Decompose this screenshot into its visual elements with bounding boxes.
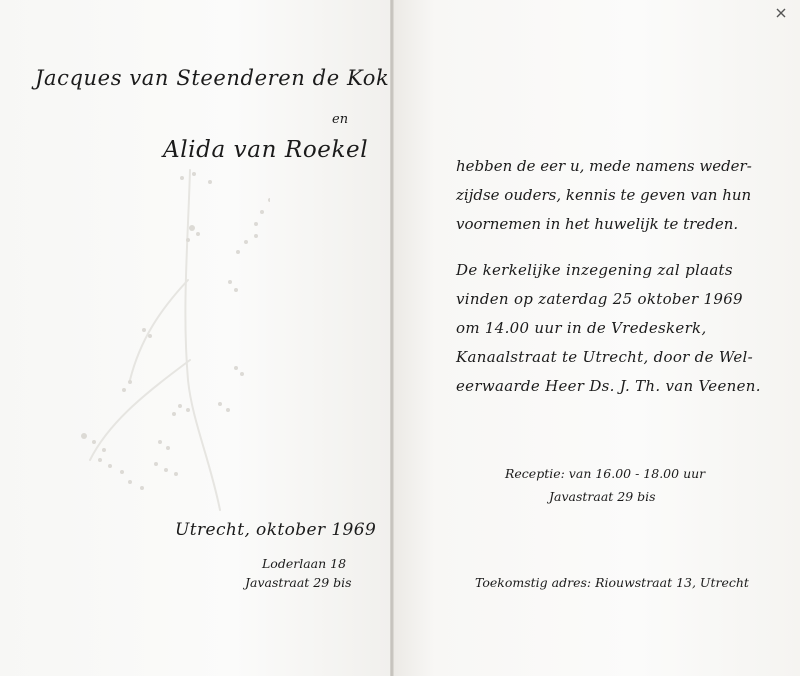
announcement-line: hebben de eer u, mede namens weder- (456, 157, 752, 175)
place-date: Utrecht, oktober 1969 (175, 520, 377, 540)
name-connector: en (332, 112, 349, 127)
bride-name: Alida van Roekel (163, 137, 369, 163)
sender-address-1: Loderlaan 18 (262, 556, 347, 571)
announcement-line: zijdse ouders, kennis te geven van hun (456, 186, 752, 204)
reception-address: Javastraat 29 bis (549, 489, 656, 504)
ceremony-line: om 14.00 uur in de Vredeskerk, (456, 319, 707, 337)
sender-address-2: Javastraat 29 bis (245, 575, 352, 590)
announcement-line: voornemen in het huwelijk te treden. (456, 215, 739, 233)
ceremony-line: De kerkelijke inzegening zal plaats (456, 261, 733, 279)
ceremony-line: vinden op zaterdag 25 oktober 1969 (456, 290, 743, 308)
reception-time: Receptie: van 16.00 - 18.00 uur (505, 466, 706, 481)
future-address: Toekomstig adres: Riouwstraat 13, Utrecht (475, 575, 749, 590)
card-left-panel (0, 0, 390, 676)
floral-emboss-icon (70, 160, 270, 520)
announcement-paragraph (456, 152, 756, 239)
ceremony-line: Kanaalstraat te Utrecht, door de Wel- (456, 348, 753, 366)
ceremony-line: eerwaarde Heer Ds. J. Th. van Veenen. (456, 377, 761, 395)
groom-name: Jacques van Steenderen de Kok (35, 66, 390, 90)
corner-mark-icon (776, 8, 786, 18)
ceremony-paragraph (456, 256, 761, 401)
